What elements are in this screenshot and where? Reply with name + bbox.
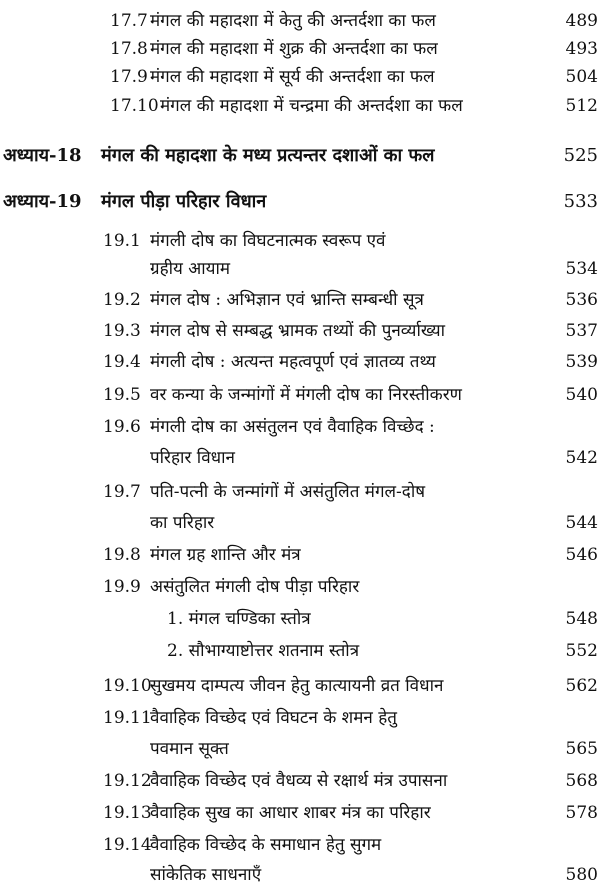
chapter-label: अध्याय-18: [3, 145, 82, 166]
entry-number: 19.12: [103, 771, 152, 791]
entry-number: 19.3: [103, 321, 141, 341]
entry-number: 19.5: [103, 385, 141, 405]
entry-number: 17.10: [110, 96, 159, 116]
entry-title: मंगल की महादशा में शुक्र की अन्तर्दशा का फल: [150, 39, 438, 59]
entry-title: मंगली दोष का विघटनात्मक स्वरूप एवं: [150, 231, 386, 251]
entry-title: मंगल दोष से सम्बद्ध भ्रामक तथ्यों की पुनर्व्याख्या: [150, 321, 446, 341]
chapter-title: मंगल पीड़ा परिहार विधान: [101, 191, 267, 212]
entry-title: वैवाहिक विच्छेद एवं वैधव्य से रक्षार्थ मंत्र उपासना: [150, 771, 448, 791]
entry-number: 19.8: [103, 545, 141, 565]
chapter-title: मंगल की महादशा के मध्य प्रत्यन्तर दशाओं का फल: [101, 145, 435, 166]
entry-number: 19.11: [103, 708, 152, 728]
entry-page: 493: [565, 39, 598, 59]
entry-title: पति-पत्नी के जन्मांगों में असंतुलित मंगल-दोष: [150, 482, 426, 502]
entry-page: 546: [565, 545, 598, 565]
entry-page: 568: [565, 771, 598, 791]
entry-number: 19.7: [103, 482, 141, 502]
entry-title: मंगल ग्रह शान्ति और मंत्र: [150, 545, 301, 565]
entry-title: 1. मंगल चण्डिका स्तोत्र: [167, 609, 311, 629]
chapter-page: 533: [563, 191, 598, 212]
entry-page: 548: [565, 609, 598, 629]
entry-page: 544: [565, 513, 598, 533]
entry-title-continuation: सांकेतिक साधनाएँ: [150, 865, 262, 885]
chapter-page: 525: [563, 145, 598, 166]
entry-page: 565: [565, 739, 598, 759]
entry-title: वैवाहिक सुख का आधार शाबर मंत्र का परिहार: [150, 803, 431, 823]
entry-title: वैवाहिक विच्छेद एवं विघटन के शमन हेतु: [150, 708, 397, 728]
entry-title: सुखमय दाम्पत्य जीवन हेतु कात्यायनी व्रत विधान: [150, 676, 444, 696]
entry-title: वर कन्या के जन्मांगों में मंगली दोष का निरस्तीकरण: [150, 385, 462, 405]
entry-page: 580: [565, 865, 598, 885]
entry-number: 19.14: [103, 835, 152, 855]
entry-title: मंगल की महादशा में सूर्य की अन्तर्दशा का फल: [150, 67, 435, 87]
entry-page: 542: [565, 448, 598, 468]
entry-number: 19.10: [103, 676, 152, 696]
entry-page: 539: [565, 352, 598, 372]
entry-page: 489: [565, 11, 598, 31]
entry-title: 2. सौभाग्याष्टोत्तर शतनाम स्तोत्र: [167, 641, 360, 661]
chapter-label: अध्याय-19: [3, 191, 82, 212]
entry-title-continuation: पवमान सूक्त: [150, 739, 229, 759]
entry-page: 578: [565, 803, 598, 823]
entry-title-continuation: परिहार विधान: [150, 448, 235, 468]
entry-number: 19.4: [103, 352, 141, 372]
entry-number: 19.2: [103, 290, 141, 310]
entry-page: 504: [565, 67, 598, 87]
entry-number: 19.6: [103, 417, 141, 437]
entry-page: 537: [565, 321, 598, 341]
entry-number: 17.8: [110, 39, 148, 59]
entry-title: असंतुलित मंगली दोष पीड़ा परिहार: [150, 577, 360, 597]
entry-title: मंगली दोष का असंतुलन एवं वैवाहिक विच्छेद :: [150, 417, 435, 437]
entry-title: मंगल की महादशा में केतु की अन्तर्दशा का फल: [150, 11, 436, 31]
entry-title: मंगल दोष : अभिज्ञान एवं भ्रान्ति सम्बन्धी सूत्र: [150, 290, 424, 310]
entry-page: 552: [565, 641, 598, 661]
entry-number: 17.7: [110, 11, 148, 31]
entry-number: 17.9: [110, 67, 148, 87]
entry-number: 19.13: [103, 803, 152, 823]
entry-title: वैवाहिक विच्छेद के समाधान हेतु सुगम: [150, 835, 382, 855]
entry-number: 19.9: [103, 577, 141, 597]
entry-title: मंगली दोष : अत्यन्त महत्वपूर्ण एवं ज्ञातव्य तथ्य: [150, 352, 436, 372]
entry-title-continuation: ग्रहीय आयाम: [150, 259, 231, 279]
entry-number: 19.1: [103, 231, 141, 251]
entry-page: 540: [565, 385, 598, 405]
entry-page: 536: [565, 290, 598, 310]
entry-page: 534: [565, 259, 598, 279]
entry-page: 512: [565, 96, 598, 116]
entry-title: मंगल की महादशा में चन्द्रमा की अन्तर्दशा का फल: [160, 96, 463, 116]
entry-page: 562: [565, 676, 598, 696]
entry-title-continuation: का परिहार: [150, 513, 215, 533]
